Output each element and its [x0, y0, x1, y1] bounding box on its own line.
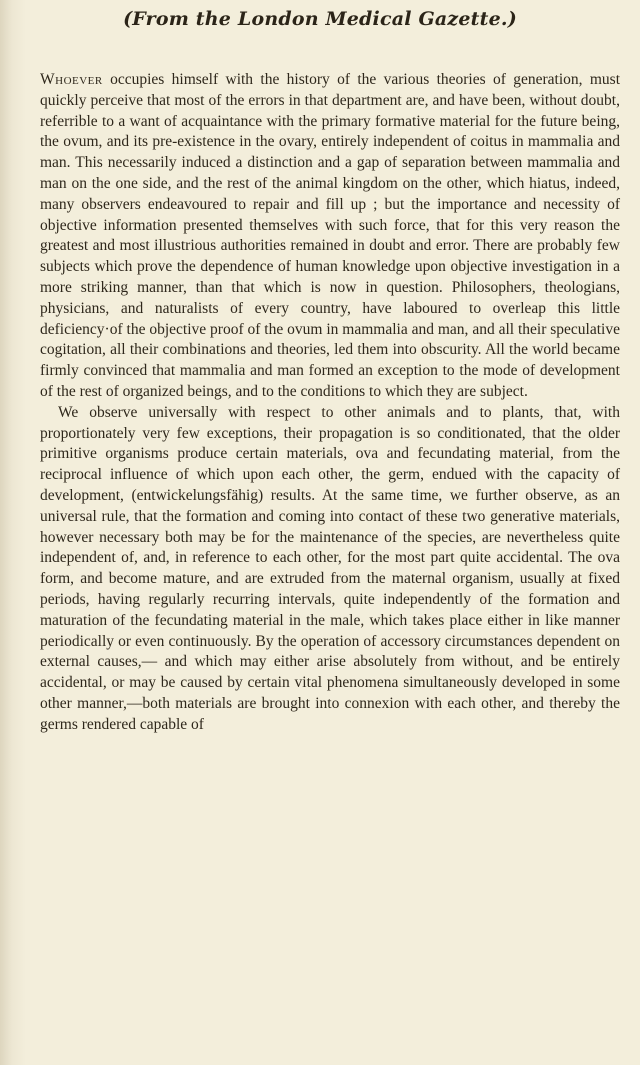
paragraph-lead-word: Whoever	[40, 71, 103, 88]
page-header: (From the London Medical Gazette.)	[123, 8, 517, 30]
article-body	[40, 70, 620, 736]
paragraph-2: We observe universally with respect to other animals and to plants, that, with proportionately very few exceptions, their propagation is so conditionated, that the older primitive organisms produce certain materials, ova and fecundating material, from the reciprocal influence of which upon each other, the germ, endued with the capacity of development, (entwickelungsfähig) results. At the same time, we further observe, as an universal rule, that the formation and coming into contact of these two generative materials, however necessary both may be for the maintenance of the species, are nevertheless quite independent of, and, in reference to each other, for the most part quite accidental. The ova form, and become mature, and are extruded from the maternal organism, usually at fixed periods, having regularly recurring intervals, quite independently of the formation and maturation of the fecundating material in the male, which takes place either in like manner periodically or even continuously. By the operation of accessory circumstances dependent on external causes,— and which may either arise absolutely from without, and be entirely accidental, or may be caused by certain vital phenomena simultaneously developed in some other manner,—both materials are brought into connexion with each other, and thereby the germs rendered capable of	[40, 403, 620, 733]
paragraph-1-text: occupies himself with the history of the various theories of generation, must quickly perceive that most of the errors in that department are, and have been, without doubt, referrible to a want of acquaintance with the primary formative material for the future being, the ovum, and its pre-existence in the ovary, entirely independent of coitus in mammalia and man. This necessarily induced a distinction and a gap of separation between mammalia and man on the one side, and the rest of the animal kingdom on the other, which hiatus, indeed, many observers endeavoured to repair and fill up ; but the importance and necessity of objective information presented themselves with such force, that for this very reason the greatest and most illustrious authorities remained in doubt and error. There are probably few subjects which prove the dependence of human knowledge upon objective investigation in a more striking manner, than that which is now in question. Philosophers, theologians, physicians, and naturalists of every country, have laboured to overleap this little deficiency·of the objective proof of the ovum in mammalia and man, and all their speculative cogitation, all their combinations and theories, led them into obscurity. All the world became firmly convinced that mammalia and man formed an exception to the mode of development of the rest of organized beings, and to the conditions to which they are subject.	[40, 71, 621, 400]
paragraph-1	[40, 70, 620, 403]
